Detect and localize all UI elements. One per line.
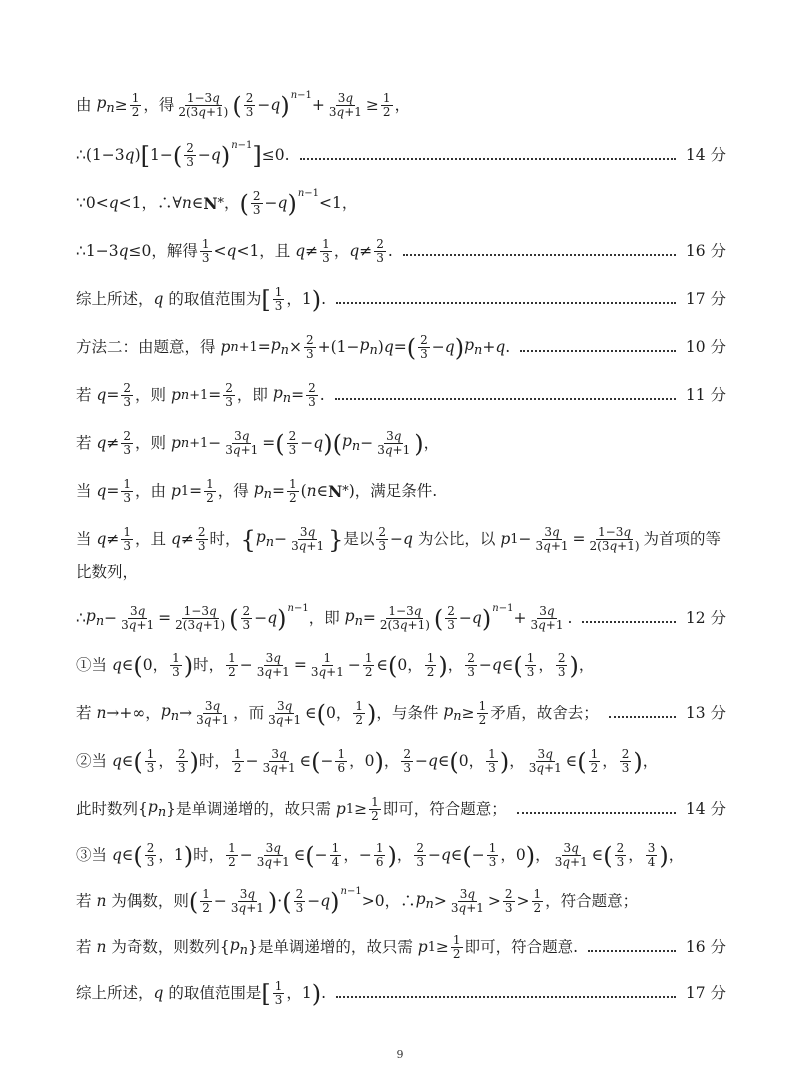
solution-line-19-text: 若 n 为奇数，则数列{ $p_n$ }是单调递增的，故只需 p 1 ≥ $\frac{1}{2}$ 即可，符合题意.: [76, 933, 578, 962]
solution-line-5-text: 综上所述， q 的取值范围为 [ $\frac{1}{3}$ ，1 ) .: [76, 285, 327, 314]
dot-leader: [582, 621, 675, 623]
score-label: 17 分: [685, 290, 726, 309]
score-label: 10 分: [685, 338, 726, 357]
solution-line-6-text: 方法二：由题意，得 p n+1 = $p_n$ × $\frac{2}{3}$ +(1− $p_n$ ) q = ( $\frac{2}{3}$ − q ) $p_n$ + q .: [76, 333, 511, 362]
solution-line-20-text: 综上所述， q 的取值范围是 [ $\frac{1}{3}$ ，1 ) .: [76, 979, 327, 1008]
score-label: 17 分: [685, 984, 726, 1003]
solution-line-7: [76, 382, 726, 409]
solution-line-2: [76, 142, 726, 169]
solution-line-18: [76, 888, 638, 915]
solution-line-3-text: ∵0< q <1，∴∀ n ∈ N * ， ( $\frac{2}{3}$ − q ) n−1 <1，: [76, 188, 358, 218]
solution-line-12: [76, 605, 726, 632]
solution-line-18-text: 若 n 为偶数，则 ( $\frac{1}{2}$ − $\frac{3q}{3q+1}$ ) · ( $\frac{2}{3}$ − q ) n−1 >0，∴ $p_n$ > $\frac{3q}{3q+1}$ > $\frac{2}{3}$ > $\frac{1}{2}$ ，符合题意；: [76, 886, 639, 916]
score-label: 13 分: [685, 704, 726, 723]
dot-leader: [403, 254, 676, 256]
solution-line-5: [76, 286, 726, 313]
solution-line-7-text: 若 q = $\frac{2}{3}$ ，则 p n+1 = $\frac{2}{3}$ ，即 $p_n$ = $\frac{2}{3}$ .: [76, 381, 325, 410]
solution-line-13-text: ①当 q ∈ ( 0， $\frac{1}{3}$ ) 时， $\frac{1}{2}$ − $\frac{3q}{3q+1}$ = $\frac{1}{3q+1}$ − $\frac{1}{2}$ ∈ ( 0， $\frac{1}{2}$ ) ， $\frac{2}{3}$ − q ∈ ( $\frac{1}{3}$ ， $\frac{2}{3}$ ) ，: [76, 651, 595, 680]
solution-line-14-text: 若 n →+∞， $p_n$ → $\frac{3q}{3q+1}$ ，而 $\frac{3q}{3q+1}$ ∈ ( 0， $\frac{1}{2}$ ) ，与条件 $p_n$ ≥ $\frac{1}{2}$ 矛盾，故舍去；: [76, 699, 599, 728]
dot-leader: [520, 350, 676, 352]
score-label: 16 分: [685, 938, 726, 957]
dot-leader: [588, 950, 676, 952]
solution-line-17: [76, 842, 684, 869]
page-number: 9: [396, 1048, 404, 1061]
solution-line-1: [76, 92, 410, 119]
solution-line-4-text: ∴1−3 q ≤0，解得 $\frac{1}{3}$ < q <1，且 q ≠ $\frac{1}{3}$ ， q ≠ $\frac{2}{3}$ .: [76, 237, 393, 266]
score-label: 16 分: [685, 242, 726, 261]
solution-line-11-text: 比数列，: [76, 563, 139, 581]
solution-line-10: [76, 526, 721, 553]
solution-line-1-text: 由 $p_n$ ≥ $\frac{1}{2}$ ，得 $\frac{1-3q}{2(3q+1)}$ ( $\frac{2}{3}$ − q ) n−1 + $\frac{3q}{3q+1}$ ≥ $\frac{1}{2}$ ，: [76, 90, 411, 120]
solution-line-10-text: 当 q ≠ $\frac{1}{3}$ ，且 q ≠ $\frac{2}{3}$ 时， { $p_n$ − $\frac{3q}{3q+1}$ } 是以 $\frac{2}{3}$ − q 为公比，以 p 1 − $\frac{3q}{3q+1}$ = $\frac{1-3q}{2(3q+1)}$ 为首项的等: [76, 525, 722, 554]
solution-line-14: [76, 700, 726, 727]
solution-line-15-text: ②当 q ∈ ( $\frac{1}{3}$ ， $\frac{2}{3}$ ) 时， $\frac{1}{2}$ − $\frac{3q}{3q+1}$ ∈ ( − $\frac{1}{6}$ ，0 ) ， $\frac{2}{3}$ − q ∈ ( 0， $\frac{1}{3}$ ) ， $\frac{3q}{3q+1}$ ∈ ( $\frac{1}{2}$ ， $\frac{2}{3}$ ) ，: [76, 747, 659, 776]
solution-line-19: [76, 934, 726, 961]
solution-line-8-text: 若 q ≠ $\frac{2}{3}$ ，则 p n+1 − $\frac{3q}{3q+1}$ = ( $\frac{2}{3}$ − q ) ( $p_n$ − $\frac{3q}{3q+1}$ ) ，: [76, 429, 440, 458]
score-label: 11 分: [685, 386, 726, 405]
score-label: 14 分: [685, 800, 726, 819]
dot-leader: [335, 398, 676, 400]
solution-line-16-text: 此时数列{ $p_n$ }是单调递增的，故只需 p 1 ≥ $\frac{1}{2}$ 即可，符合题意；: [76, 795, 507, 824]
dot-leader: [609, 716, 676, 718]
solution-line-13: [76, 652, 594, 679]
solution-line-2-text: ∴(1−3 q ) [ 1− ( $\frac{2}{3}$ − q ) n−1 ] ≤0.: [76, 140, 290, 170]
solution-line-20: [76, 980, 726, 1007]
dot-leader: [517, 812, 676, 814]
solution-line-15: [76, 748, 658, 775]
solution-line-8: [76, 430, 439, 457]
dot-leader: [300, 158, 676, 160]
solution-line-3: [76, 190, 357, 217]
dot-leader: [336, 302, 676, 304]
solution-line-6: [76, 334, 726, 361]
solution-line-16: [76, 796, 726, 823]
score-label: 14 分: [685, 146, 726, 165]
score-label: 12 分: [685, 609, 726, 628]
solution-line-12-text: ∴ $p_n$ − $\frac{3q}{3q+1}$ = $\frac{1-3q}{2(3q+1)}$ ( $\frac{2}{3}$ − q ) n−1 ，即 $p_n$ = $\frac{1-3q}{2(3q+1)}$ ( $\frac{2}{3}$ − q ) n−1 + $\frac{3q}{3q+1}$ .: [76, 603, 573, 633]
solution-line-9-text: 当 q = $\frac{1}{3}$ ，由 p 1 = $\frac{1}{2}$ ，得 $p_n$ = $\frac{1}{2}$ ( n ∈ N * )，满足条件.: [76, 477, 438, 506]
solution-line-4: [76, 238, 726, 265]
dot-leader: [336, 996, 676, 998]
solution-line-9: [76, 478, 437, 505]
solution-line-17-text: ③当 q ∈ ( $\frac{2}{3}$ ，1 ) 时， $\frac{1}{2}$ − $\frac{3q}{3q+1}$ ∈ ( − $\frac{1}{4}$ ，− $\frac{1}{6}$ ) ， $\frac{2}{3}$ − q ∈ ( − $\frac{1}{3}$ ，0 ) ， $\frac{3q}{3q+1}$ ∈ ( $\frac{2}{3}$ ， $\frac{3}{4}$ ) ，: [76, 841, 685, 870]
solution-line-11: [76, 564, 138, 581]
